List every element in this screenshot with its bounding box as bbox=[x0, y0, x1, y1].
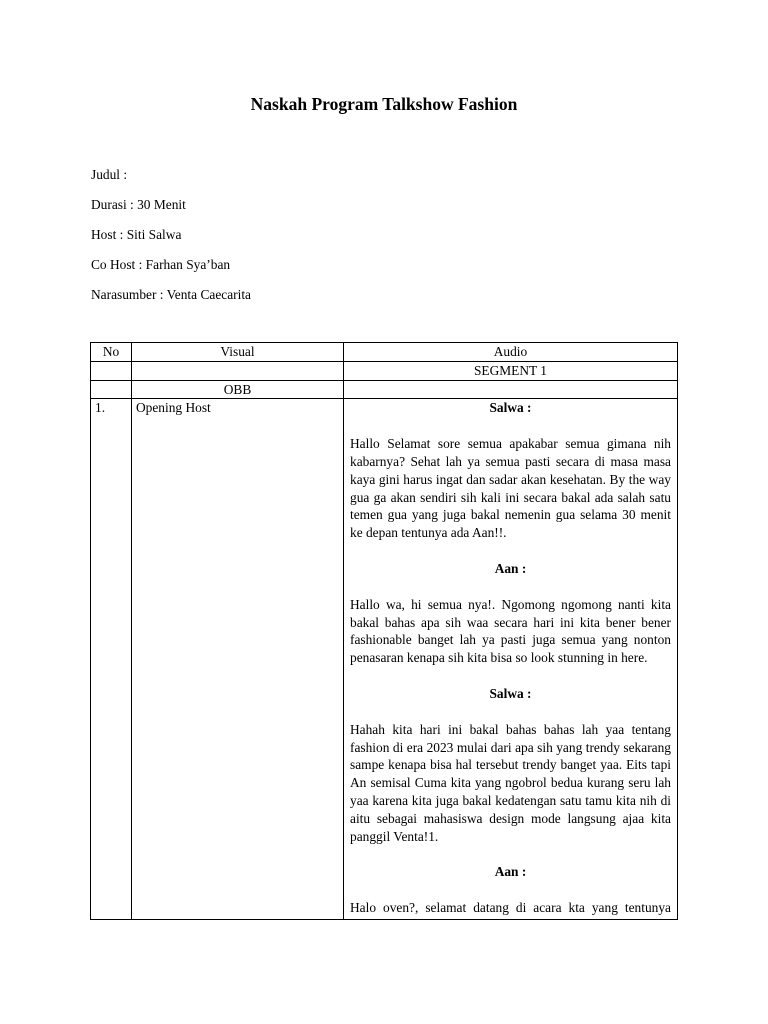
obb-no-cell bbox=[91, 380, 132, 399]
speaker-label: Aan : bbox=[494, 864, 527, 880]
obb-label: OBB bbox=[132, 380, 344, 399]
dialogue-text: Hallo Selamat sore semua apakabar semua gimana nih kabarnya? Sehat lah ya semua pasti secara di masa masa kaya gini harus ingat dan sadar akan kesehatan. By the way gua ga akan sendiri sih kali ini secara bakal ada salah satu temen gua yang juga bakal nemenin gua selama 30 menit ke depan tentunya ada Aan!!. bbox=[350, 436, 671, 541]
segment-no-cell bbox=[91, 361, 132, 380]
segment-row bbox=[91, 361, 678, 380]
script-table bbox=[90, 342, 678, 920]
dialogue-text: Hahah kita hari ini bakal bahas bahas lah yaa tentang fashion di era 2023 mulai dari apa sih yang trendy sekarang sampe kenapa bisa hal tersebut trendy banget yaa. Eits tapi An semisal Cuma kita yang ngobrol bedua kurang seru lah yaa karena kita juga bakal kedatengan satu tamu kita nih di aitu sebagai mahasiswa design mode langsung ajaa kita panggil Venta!1. bbox=[350, 721, 671, 844]
row-no: 1. bbox=[91, 399, 132, 920]
row-visual: Opening Host bbox=[132, 399, 344, 920]
obb-row bbox=[91, 380, 678, 399]
meta-narasumber: Narasumber : Venta Caecarita bbox=[91, 287, 251, 302]
segment-label: SEGMENT 1 bbox=[344, 361, 678, 380]
meta-judul: Judul : bbox=[91, 167, 128, 182]
meta-cohost: Co Host : Farhan Sya’ban bbox=[91, 257, 231, 272]
speaker-label: Aan : bbox=[494, 560, 527, 576]
table-header-row bbox=[91, 343, 678, 362]
row-audio bbox=[344, 399, 678, 920]
table-row bbox=[91, 399, 678, 920]
meta-durasi: Durasi : 30 Menit bbox=[91, 197, 186, 212]
obb-audio-cell bbox=[344, 380, 678, 399]
header-no: No bbox=[91, 343, 132, 362]
header-audio: Audio bbox=[344, 343, 678, 362]
document-title: Naskah Program Talkshow Fashion bbox=[250, 94, 518, 114]
program-info bbox=[91, 166, 251, 316]
header-visual: Visual bbox=[132, 343, 344, 362]
meta-host: Host : Siti Salwa bbox=[91, 227, 182, 242]
dialogue-text: Halo oven?, selamat datang di acara kta yang tentunya bbox=[350, 900, 671, 916]
dialogue-text: Hallo wa, hi semua nya!. Ngomong ngomong nanti kita bakal bahas apa sih waa secara hari ini kita bener bener fashionable banget lah ya pasti juga semua yang nonton penasaran kenapa sih kita bisa so look stunning in here. bbox=[350, 596, 671, 666]
segment-visual-cell bbox=[132, 361, 344, 380]
speaker-label: Salwa : bbox=[489, 685, 532, 701]
speaker-label: Salwa : bbox=[489, 400, 532, 416]
